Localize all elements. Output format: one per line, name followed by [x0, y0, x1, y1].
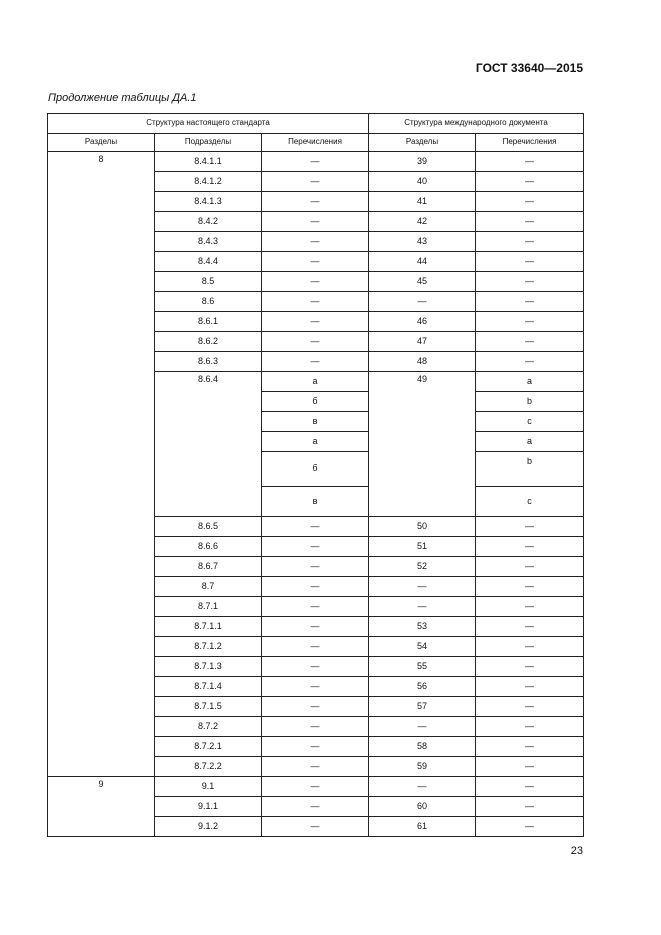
table-cell: 60 — [369, 797, 476, 817]
table-cell: 8.6.6 — [155, 537, 262, 557]
table-cell: — — [369, 292, 476, 312]
table-column-header-row — [48, 134, 584, 152]
table-cell: 9.1.1 — [155, 797, 262, 817]
table-cell: 50 — [369, 517, 476, 537]
table-cell: 8.6.3 — [155, 352, 262, 372]
table-cell: 8.7.1.4 — [155, 677, 262, 697]
table-cell: 8.7.2.1 — [155, 737, 262, 757]
table-cell: — — [476, 737, 584, 757]
table-cell: 39 — [369, 152, 476, 172]
table-cell: 45 — [369, 272, 476, 292]
table-cell: — — [476, 657, 584, 677]
table-cell: — — [262, 172, 369, 192]
table-cell: — — [476, 292, 584, 312]
table-cell: — — [476, 797, 584, 817]
table-cell: 8.7 — [155, 577, 262, 597]
table-cell: — — [476, 757, 584, 777]
table-cell: — — [476, 817, 584, 837]
document-code: ГОСТ 33640—2015 — [475, 61, 583, 75]
table-cell: c — [476, 412, 584, 432]
table-cell: — — [262, 252, 369, 272]
column-header: Подразделы — [155, 134, 262, 152]
table-cell: — — [262, 677, 369, 697]
table-cell: — — [476, 777, 584, 797]
table-cell: — — [476, 312, 584, 332]
table-cell: 8.4.2 — [155, 212, 262, 232]
table-cell: 8.7.1.3 — [155, 657, 262, 677]
column-header: Перечисления — [476, 134, 584, 152]
table-cell: 56 — [369, 677, 476, 697]
group-header-national: Структура настоящего стандарта — [48, 114, 369, 134]
table-cell: — — [262, 212, 369, 232]
table-cell: б — [262, 392, 369, 412]
table-cell: 55 — [369, 657, 476, 677]
table-cell: 51 — [369, 537, 476, 557]
table-cell: 8.4.3 — [155, 232, 262, 252]
table-cell: 61 — [369, 817, 476, 837]
table-cell: — — [262, 617, 369, 637]
table-cell: 59 — [369, 757, 476, 777]
correspondence-table — [47, 113, 584, 837]
table-cell: — — [262, 352, 369, 372]
table-cell: 53 — [369, 617, 476, 637]
table-cell: — — [262, 817, 369, 837]
table-cell: — — [262, 192, 369, 212]
table-cell: — — [476, 252, 584, 272]
table-row — [48, 777, 584, 797]
table-cell: — — [476, 212, 584, 232]
table-cell: — — [476, 577, 584, 597]
table-cell: 44 — [369, 252, 476, 272]
table-cell: — — [262, 657, 369, 677]
table-cell: — — [369, 717, 476, 737]
table-cell: 46 — [369, 312, 476, 332]
table-cell: в — [262, 487, 369, 517]
table-cell: — — [476, 172, 584, 192]
table-cell: 8.6.2 — [155, 332, 262, 352]
table-cell: 9 — [48, 777, 155, 837]
table-cell: — — [262, 152, 369, 172]
table-cell: 40 — [369, 172, 476, 192]
table-caption: Продолжение таблицы ДА.1 — [48, 92, 197, 104]
table-cell: — — [476, 517, 584, 537]
table-cell: — — [476, 272, 584, 292]
table-cell: — — [476, 617, 584, 637]
table-cell: 9.1.2 — [155, 817, 262, 837]
table-cell: — — [262, 737, 369, 757]
table-cell: 8.6.1 — [155, 312, 262, 332]
group-header-international: Структура международного документа — [369, 114, 584, 134]
table-cell: — — [476, 352, 584, 372]
table-cell: c — [476, 487, 584, 517]
table-cell: 8.4.4 — [155, 252, 262, 272]
table-cell: — — [476, 637, 584, 657]
table-cell: 8.7.1.5 — [155, 697, 262, 717]
table-cell: — — [262, 232, 369, 252]
table-group-header-row — [48, 114, 584, 134]
table-cell: — — [369, 777, 476, 797]
table-cell: 42 — [369, 212, 476, 232]
table-cell: — — [262, 292, 369, 312]
table-cell: 8.6.4 — [155, 372, 262, 517]
table-cell: — — [476, 597, 584, 617]
table-cell: — — [262, 577, 369, 597]
table-cell: — — [369, 577, 476, 597]
table-cell: 8.6.7 — [155, 557, 262, 577]
table-cell: 41 — [369, 192, 476, 212]
page-number: 23 — [570, 845, 583, 857]
table-cell: 57 — [369, 697, 476, 717]
table-cell: 47 — [369, 332, 476, 352]
table-cell: 8.7.2.2 — [155, 757, 262, 777]
table-cell: — — [476, 232, 584, 252]
table-cell: — — [476, 717, 584, 737]
column-header: Разделы — [369, 134, 476, 152]
table-cell: 43 — [369, 232, 476, 252]
table-cell: — — [476, 192, 584, 212]
table-cell: — — [476, 557, 584, 577]
table-cell: в — [262, 412, 369, 432]
table-cell: а — [262, 432, 369, 452]
table-cell: — — [262, 557, 369, 577]
table-cell: — — [262, 537, 369, 557]
table-cell: 8.6 — [155, 292, 262, 312]
table-cell: a — [476, 432, 584, 452]
table-cell: 48 — [369, 352, 476, 372]
table-cell: 8 — [48, 152, 155, 777]
table-row — [48, 152, 584, 172]
table-cell: 54 — [369, 637, 476, 657]
table-cell: б — [262, 452, 369, 487]
table-cell: — — [262, 312, 369, 332]
table-cell: 9.1 — [155, 777, 262, 797]
table-cell: 8.7.1.2 — [155, 637, 262, 657]
table-cell: 8.4.1.1 — [155, 152, 262, 172]
table-cell: 8.4.1.3 — [155, 192, 262, 212]
table-cell: — — [262, 757, 369, 777]
table-cell: 8.7.1.1 — [155, 617, 262, 637]
table-cell: — — [369, 597, 476, 617]
column-header: Разделы — [48, 134, 155, 152]
table-cell: b — [476, 392, 584, 412]
table-cell: — — [476, 152, 584, 172]
table-cell: — — [262, 697, 369, 717]
table-cell: — — [262, 332, 369, 352]
table-cell: а — [262, 372, 369, 392]
table-cell: 49 — [369, 372, 476, 517]
column-header: Перечисления — [262, 134, 369, 152]
table-cell: — — [476, 697, 584, 717]
table-cell: — — [262, 797, 369, 817]
table-cell: 8.4.1.2 — [155, 172, 262, 192]
table-cell: — — [476, 677, 584, 697]
table-cell: 8.7.2 — [155, 717, 262, 737]
table-cell: 8.7.1 — [155, 597, 262, 617]
table-cell: — — [262, 717, 369, 737]
table-cell: 8.6.5 — [155, 517, 262, 537]
table-cell: — — [262, 517, 369, 537]
table-cell: — — [262, 637, 369, 657]
table-cell: — — [476, 332, 584, 352]
table-cell: — — [262, 777, 369, 797]
table-cell: a — [476, 372, 584, 392]
table-cell: — — [476, 537, 584, 557]
table-cell: — — [262, 272, 369, 292]
table-cell: b — [476, 452, 584, 487]
table-cell: 8.5 — [155, 272, 262, 292]
table-cell: — — [262, 597, 369, 617]
table-cell: 58 — [369, 737, 476, 757]
table-cell: 52 — [369, 557, 476, 577]
